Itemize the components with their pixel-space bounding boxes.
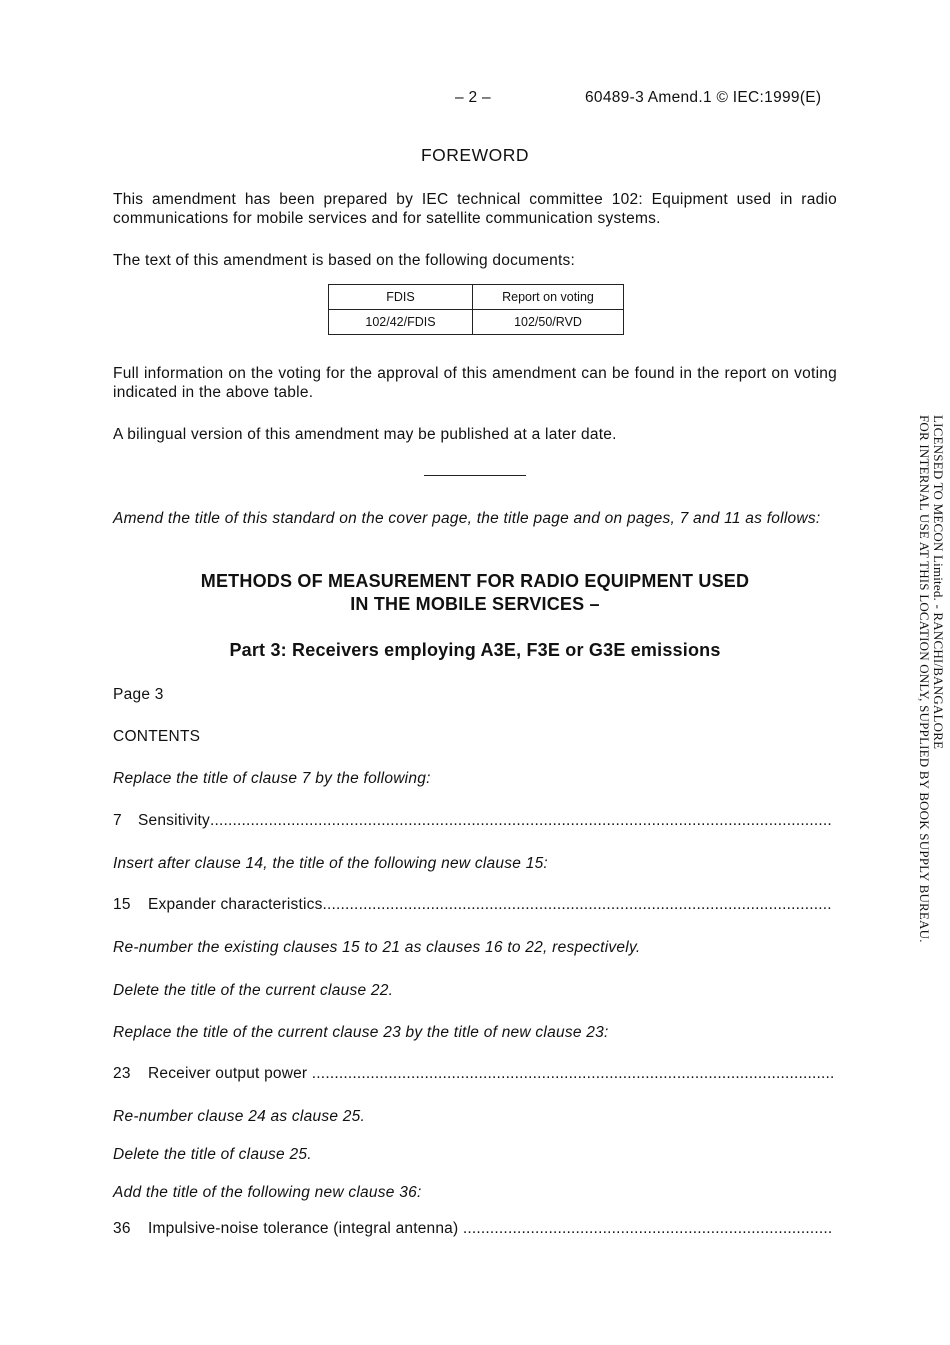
- instruction-insert-15: Insert after clause 14, the title of the following new clause 15:: [113, 855, 548, 872]
- toc-entry-36: [113, 1220, 833, 1238]
- instruction-renumber-24: Re-number clause 24 as clause 25.: [113, 1108, 366, 1125]
- table-header-cell: FDIS: [329, 285, 473, 310]
- license-watermark: [917, 415, 945, 943]
- toc-number: 36: [113, 1220, 131, 1237]
- standard-title-line-2: IN THE MOBILE SERVICES –: [350, 594, 600, 614]
- table-header-row: [329, 285, 624, 310]
- license-line-1: LICENSED TO MECON Limited. - RANCHI/BANGALORE: [931, 415, 946, 750]
- toc-entry-23: [113, 1065, 833, 1083]
- toc-title: Expander characteristics: [148, 896, 323, 913]
- foreword-paragraph-3: Full information on the voting for the approval of this amendment can be found in the report on voting indicated in the above table.: [113, 365, 837, 401]
- foreword-paragraph-4: A bilingual version of this amendment may be published at a later date.: [113, 426, 617, 443]
- contents-heading: CONTENTS: [113, 728, 201, 745]
- instruction-delete-25: Delete the title of clause 25.: [113, 1146, 312, 1163]
- foreword-title: FOREWORD: [420, 145, 530, 165]
- table-row: [329, 310, 624, 335]
- toc-title: Receiver output power: [148, 1065, 312, 1082]
- section-divider: [424, 475, 526, 476]
- toc-leader-dots: [312, 1065, 833, 1083]
- page-label: Page 3: [113, 686, 164, 703]
- toc-number: 15: [113, 896, 131, 913]
- toc-title: Impulsive-noise tolerance (integral antenna): [148, 1220, 463, 1237]
- foreword-paragraph-2: The text of this amendment is based on the following documents:: [113, 252, 576, 269]
- standard-title-line-1: METHODS OF MEASUREMENT FOR RADIO EQUIPMENT USED: [200, 571, 750, 591]
- toc-leader-dots: [323, 896, 833, 914]
- instruction-renumber: Re-number the existing clauses 15 to 21 as clauses 16 to 22, respectively.: [113, 939, 641, 956]
- toc-number: 23: [113, 1065, 131, 1082]
- document-reference: 60489-3 Amend.1 © IEC:1999(E): [585, 89, 822, 106]
- instruction-replace-23: Replace the title of the current clause 23 by the title of new clause 23:: [113, 1024, 609, 1041]
- table-header-cell: Report on voting: [473, 285, 624, 310]
- amend-instruction: Amend the title of this standard on the cover page, the title page and on pages, 7 and 11 as follows:: [113, 510, 821, 527]
- instruction-delete-22: Delete the title of the current clause 22.: [113, 982, 394, 999]
- toc-leader-dots: [463, 1220, 833, 1238]
- table-cell: 102/42/FDIS: [329, 310, 473, 335]
- instruction-add-36: Add the title of the following new clause 36:: [113, 1184, 422, 1201]
- page-number: – 2 –: [455, 89, 491, 106]
- toc-entry-7: [113, 812, 833, 830]
- instruction-replace-7: Replace the title of clause 7 by the following:: [113, 770, 431, 787]
- standard-subtitle: Part 3: Receivers employing A3E, F3E or G3E emissions: [229, 640, 721, 660]
- foreword-paragraph-1: This amendment has been prepared by IEC technical committee 102: Equipment used in radio communications for mobile services and for satellite communication systems.: [113, 191, 837, 227]
- license-line-2: FOR INTERNAL USE AT THIS LOCATION ONLY, SUPPLIED BY BOOK SUPPLY BUREAU.: [917, 415, 932, 943]
- table-cell: 102/50/RVD: [473, 310, 624, 335]
- toc-leader-dots: [210, 812, 833, 830]
- toc-number: 7: [113, 812, 122, 829]
- voting-documents-table: [328, 284, 624, 335]
- toc-title: Sensitivity: [138, 812, 210, 829]
- toc-entry-15: [113, 896, 833, 914]
